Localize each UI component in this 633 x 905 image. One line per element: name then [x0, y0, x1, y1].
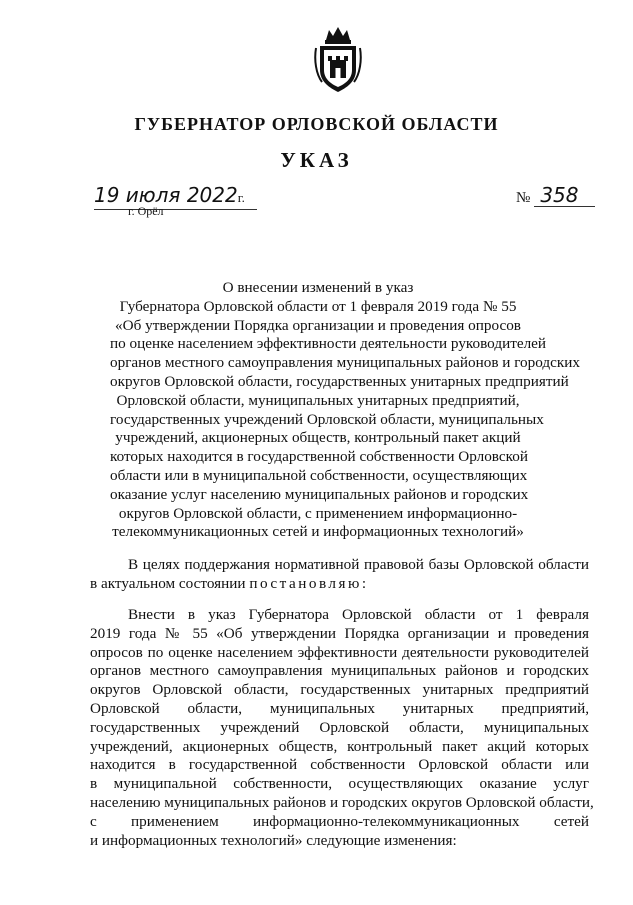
body-line: учреждений, акционерных обществ, контрольный пакет акций которых	[90, 737, 589, 755]
body-line: Орловской области, муниципальных унитарных предприятий,	[90, 699, 589, 717]
preamble-line	[90, 575, 589, 594]
title-line: государственных учреждений Орловской области, муниципальных	[110, 410, 544, 428]
title-line: учреждений, акционерных обществ, контрольный пакет акций	[115, 429, 521, 447]
title-line: области или в муниципальной собственности, осуществляющих	[110, 466, 528, 484]
body-line: и информационных технологий» следующие изменения:	[90, 831, 457, 849]
decree-date	[94, 184, 257, 210]
preamble-line: В целях поддержания нормативной правовой базы Орловской области	[128, 556, 589, 573]
title-line: органов местного самоуправления муниципальных районов и городских	[110, 354, 580, 372]
body-line: государственных учреждений Орловской области, муниципальных	[90, 718, 589, 736]
number-label: №	[516, 190, 531, 206]
title-line: по оценке населением эффективности деятельности руководителей	[110, 335, 547, 353]
body-line: органов местного самоуправления муниципальных районов и городских	[90, 662, 589, 680]
title-line: Орловской области, муниципальных унитарных предприятий,	[116, 391, 520, 409]
title-line: округов Орловской области, государственных унитарных предприятий	[110, 372, 569, 390]
city-label: г. Орёл	[128, 204, 164, 218]
coat-of-arms-icon	[312, 24, 364, 94]
body-line: населению муниципальных районов и городских округов Орловской области,	[90, 793, 594, 811]
body-line: 2019 года № 55 «Об утверждении Порядка организации и проведения	[90, 624, 589, 642]
organization-title: ГУБЕРНАТОР ОРЛОВСКОЙ ОБЛАСТИ	[134, 114, 499, 134]
body-line: опросов по оценке населением эффективности деятельности руководителей	[90, 643, 589, 661]
title-line: округов Орловской области, с применением информационно-	[118, 504, 518, 522]
title-line: «Об утверждении Порядка организации и проведения опросов	[115, 316, 521, 334]
body-paragraph	[90, 606, 594, 850]
title-line: телекоммуникационных сетей и информационных технологий»	[112, 523, 524, 541]
body-line: в муниципальной собственности, осуществляющих оказание услуг	[90, 775, 589, 793]
preamble-resolution: постановляю:	[249, 574, 369, 592]
body-line: Внести в указ Губернатора Орловской области от 1 февраля	[128, 606, 589, 623]
decree-number	[516, 184, 595, 209]
body-line: с применением информационно-телекоммуникационных сетей	[90, 812, 589, 830]
decree-title	[110, 279, 580, 542]
body-line: округов Орловской области, государственных унитарных предприятий	[90, 681, 589, 699]
date-suffix: г.	[237, 190, 245, 205]
title-line: Губернатора Орловской области от 1 февраля 2019 года № 55	[119, 297, 517, 315]
title-line: оказание услуг населению муниципальных районов и городских	[110, 485, 529, 503]
preamble-paragraph	[90, 556, 589, 594]
number-handwritten: 358	[534, 184, 594, 207]
title-line: О внесении изменений в указ	[222, 279, 414, 296]
body-line: находится в государственной собственности Орловской области или	[90, 756, 589, 774]
document-type: УКАЗ	[280, 148, 353, 172]
title-line: которых находится в государственной собственности Орловской	[110, 448, 528, 466]
date-handwritten: 19 июля 2022	[94, 183, 238, 207]
preamble-prefix: в актуальном состоянии	[90, 574, 246, 592]
